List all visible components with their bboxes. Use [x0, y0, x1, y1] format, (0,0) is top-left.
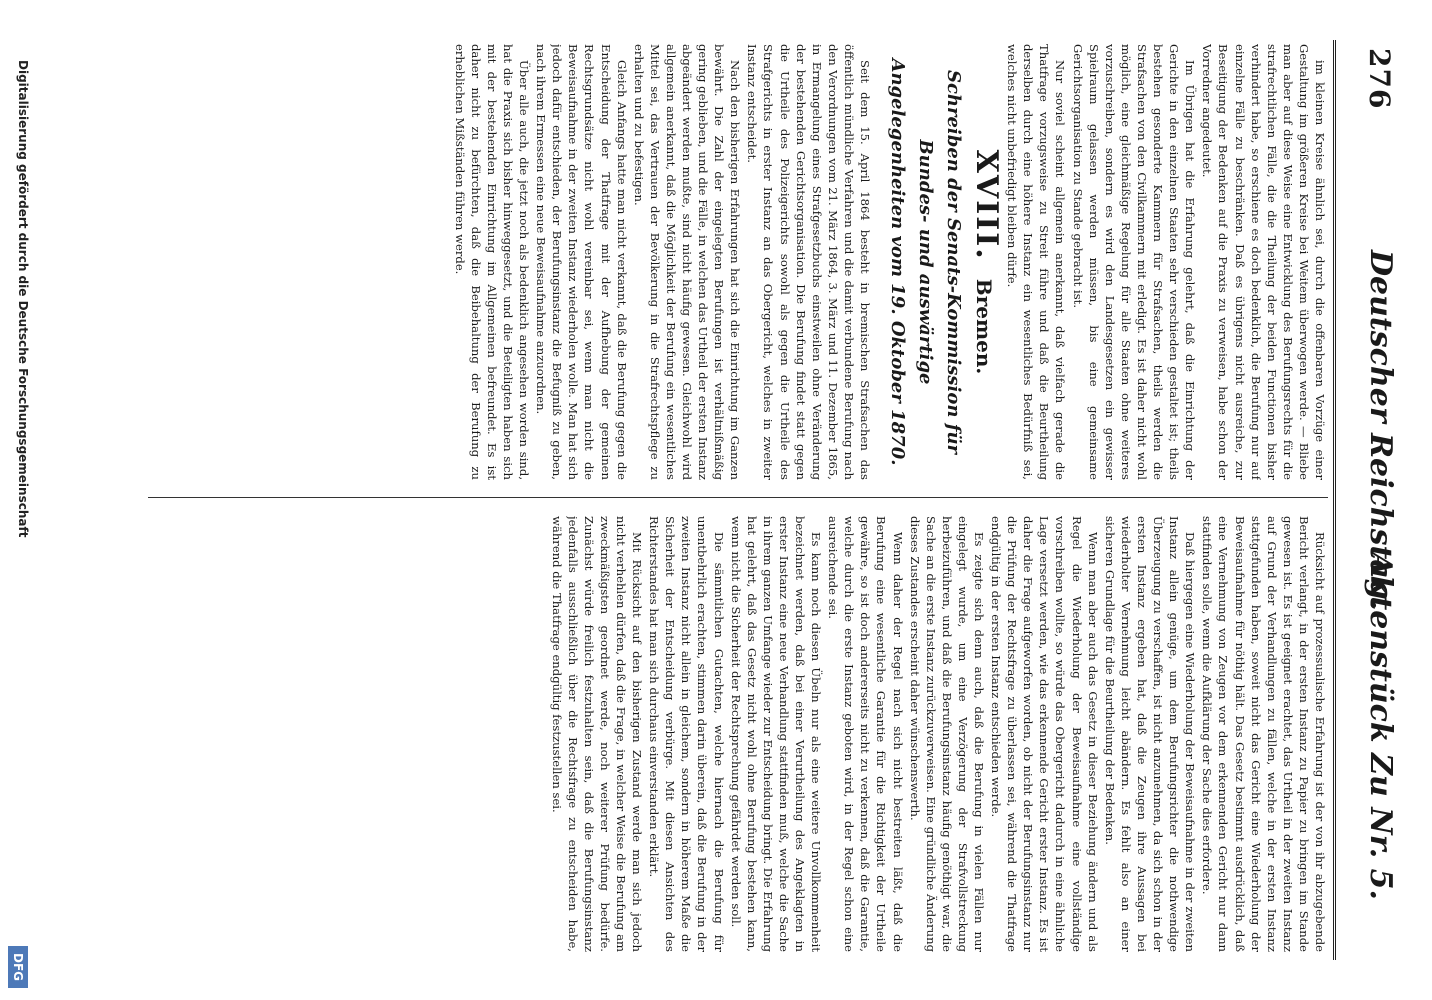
digitization-credit: Digitalisierung gefördert durch die Deutsche Forschungsgemeinschaft — [16, 60, 30, 538]
section-number: XVIII. — [969, 149, 1005, 261]
section-subtitle: Schreiben der Senats-Kommission für Bundes- und auswärtige Angelegenheiten vom 19. Oktober 1870. — [887, 58, 965, 466]
header-left-title: Deutscher Reichstag. — [1363, 250, 1398, 611]
paragraph: Seit dem 15. April 1864 besteht in bremischen Strafsachen das öffentlich mündliche Verfahren und die damit verbundene Berufung nach den Verordnungen vom 21. März 1864, 3. März und 11. Dezember 1865, in Ermangelung eines Strafgesetzbuchs einstweilen ohne Veränderung der bestehenden Gerichtsorganisation. Die Berufung findet statt gegen die Urtheile des Polizeigerichts sowohl als gegen die Urtheile des Strafgerichts in erster Instanz an das Obergericht, welches in zweiter Instanz entscheidet. — [745, 44, 873, 480]
page-header — [1344, 40, 1414, 960]
paragraph: Wenn man aber auch das Gesetz in dieser Beziehung ändern und als Regel die Wiederholung der Beweisaufnahme eine vollständige vorschreiben wollte, so würde das Obergericht dadurch in eine ähnliche Lage versetzt werden, wie das erkennende Gericht erster Instanz. Es ist daher die Frage aufgeworfen worden, ob nicht der Berufungsinstanz nur die Prüfung der Rechtsfrage zu überlassen sei, während die Thatfrage endgültig in der ersten Instanz entschieden werde. — [989, 516, 1100, 952]
paragraph: Gleich Anfangs hatte man nicht verkannt, daß die Berufung gegen die Entscheidung der Thatfrage mit der Aufhebung der gemeinen Rechtsgrundsätze nicht wohl vereinbar sei, wenn man nicht die Beweisaufnahme in der zweiten Instanz wiederholen wolle. Man hat sich jedoch dafür entschieden, der Berufungsinstanz die Befugniß zu geben, nach ihrem Ermessen eine neue Beweisaufnahme anzuordnen. — [534, 44, 629, 480]
paragraph: Daß hiergegen eine Wiederholung der Beweisaufnahme in der zweiten Instanz allein genüge, um dem Berufungsrichter die nothwendige Überzeugung zu verschaffen, ist nicht anzunehmen, da sich schon in der ersten Instanz ergeben hat, daß die Zeugen ihre Aussagen bei wiederholter Vernehmung leicht abändern. Es fehlt also an einer sicheren Grundlage für die Beurtheilung der Bedenken. — [1102, 516, 1198, 952]
header-rule — [1333, 40, 1336, 960]
paragraph: Mit Rücksicht auf den bisherigen Zustand werde man sich jedoch nicht verhehlen dürfen, daß die Frage, in welcher Weise die Berufung am zweckmäßigsten geordnet werde, noch weiterer Prüfung bedürfe. Zunächst würde freilich festzuhalten sein, daß die Berufungsinstanz jedenfalls ausschließlich über die Rechtsfrage zu entscheiden habe, während die Thatfrage endgültig festzustellen sei. — [549, 516, 645, 952]
paragraph: Nur soviel scheint allgemein anerkannt, daß vielfach gerade die Thatfrage vorzugsweise zu Streit führe und daß die Beurtheilung derselben durch eine höhere Instanz ein wesentliches Bedürfniß sei, welches nicht unbefriedigt bleiben dürfe. — [1005, 44, 1068, 480]
column-divider — [148, 497, 1328, 498]
header-right-title: Aktenstück Zu Nr. 5. — [1363, 552, 1398, 900]
paragraph: Es kann noch diesen Übeln nur als eine weitere Unvollkommenheit bezeichnet werden, daß bei einer Verurtheilung des Angeklagten in erster Instanz eine neue Verhandlung stattfinden muß, welche die Sache in ihrem ganzen Umfange wieder zur Entscheidung bringt. Die Erfahrung hat gelehrt, daß das Gesetz nicht wohl ohne Berufung bestehen kann, wenn nicht die Sicherheit der Rechtsprechung gefährdet werden soll. — [728, 516, 824, 952]
section-heading — [969, 44, 1005, 480]
paragraph: Es zeigte sich denn auch, daß die Berufung in vielen Fällen nur eingelegt wurde, um eine Verzögerung der Strafvollstreckung herbeizuführen, und daß die Berufungsinstanz häufig genöthigt war, die Sache an die erste Instanz zurückzuverweisen. Eine gründliche Änderung dieses Zustandes erscheint daher wünschenswerth. — [907, 516, 987, 952]
paragraph: Über alle auch, die jetzt noch als bedenklich angesehen worden sind, hat die Praxis sich bisher hinweggesetzt, und die Beteiligten haben sich mit der bestehenden Einrichtung im Allgemeinen befreundet. Es ist daher nicht zu befürchten, daß die Beibehaltung der Berufung zu erheblichen Mißständen führen werde. — [452, 44, 532, 480]
paragraph: Nach den bisherigen Erfahrungen hat sich die Einrichtung im Ganzen bewährt. Die Zahl der eingelegten Berufungen ist verhältnißmäßig gering geblieben, und die Fälle, in welchen das Urtheil der ersten Instanz abgeändert werden mußte, sind nicht häufig gewesen. Gleichwohl wird allgemein anerkannt, daß die Möglichkeit der Berufung ein wesentliches Mittel sei, das Vertrauen der Bevölkerung in die Strafrechtspflege zu erhalten und zu befestigen. — [631, 44, 743, 480]
paragraph: Wenn daher der Regel nach sich nicht bestreiten läßt, daß die Berufung eine wesentliche Garantie für die Richtigkeit der Urtheile gewähre, so ist doch andererseits nicht zu verkennen, daß die Garantie, welche durch die erste Instanz geboten wird, in der Regel schon eine ausreichende sei. — [826, 516, 905, 952]
paragraph: im kleinen Kreise ähnlich sei, durch die offenbaren Vorzüge einer Gestaltung im größeren Kreise bei Weitem überwogen werde. — Bliebe man aber auf diese Weise eine Entwicklung des Berufungsrechts für die strafrechtlichen Fälle, die die Theilung der beiden Functionen bisher verhindert habe, so erschiene es doch bedenklich, die Berufung nur auf einzelne Fälle zu beschränken. Daß es übrigens nicht ausreiche, zur Beseitigung der Bedenken auf die Praxis zu verweisen, habe schon der Vorredner angedeutet. — [1200, 44, 1327, 480]
page-number: 276 — [1363, 48, 1396, 110]
right-column — [148, 516, 1328, 952]
section-place: Bremen. — [972, 278, 997, 375]
dfg-logo: DFG — [8, 946, 28, 988]
left-column — [148, 44, 1328, 480]
paragraph: Im Übrigen hat die Erfahrung gelehrt, daß die Einrichtung der Gerichte in den einzelnen Staaten sehr verschieden gestaltet ist; theils bestehen gesonderte Kammern für Strafsachen, theils werden die Strafsachen von den Civilkammern mit erledigt. Es ist daher nicht wohl möglich, eine gleichmäßige Regelung für alle Staaten ohne weiteres vorzuschreiben, sondern es wird den Landesgesetzen ein gewisser Spielraum gelassen werden müssen, bis eine gemeinsame Gerichtsorganisation zu Stande gebracht ist. — [1070, 44, 1198, 480]
paragraph: Die sämmtlichen Gutachten, welche hiernach die Berufung für unentbehrlich erachten, stimmen darin überein, daß die Berufung in der zweiten Instanz nicht allein in gleichem, sondern in höherem Maße die Sicherheit der Entscheidung verbürge. Mit diesen Ansichten des Richterstandes hat man sich durchaus einverstanden erklärt. — [647, 516, 726, 952]
paragraph: Rücksicht auf prozessualische Erfahrung ist der von ihr abzugebende Bericht verlangt, in der ersten Instanz zu Papier zu bringen im Stande gewesen ist. Es ist geeignet erachtet, das Urtheil in der zweiten Instanz auf Grund der Verhandlungen zu fällen, welche in der ersten Instanz stattgefunden haben, soweit nicht das Gericht eine Wiederholung der Beweisaufnahme für nöthig hält. Das Gesetz bestimmt ausdrücklich, daß eine Vernehmung von Zeugen vor dem erkennenden Gericht nur dann stattfinden solle, wenn die Aufklärung der Sache dies erfordere. — [1200, 516, 1327, 952]
